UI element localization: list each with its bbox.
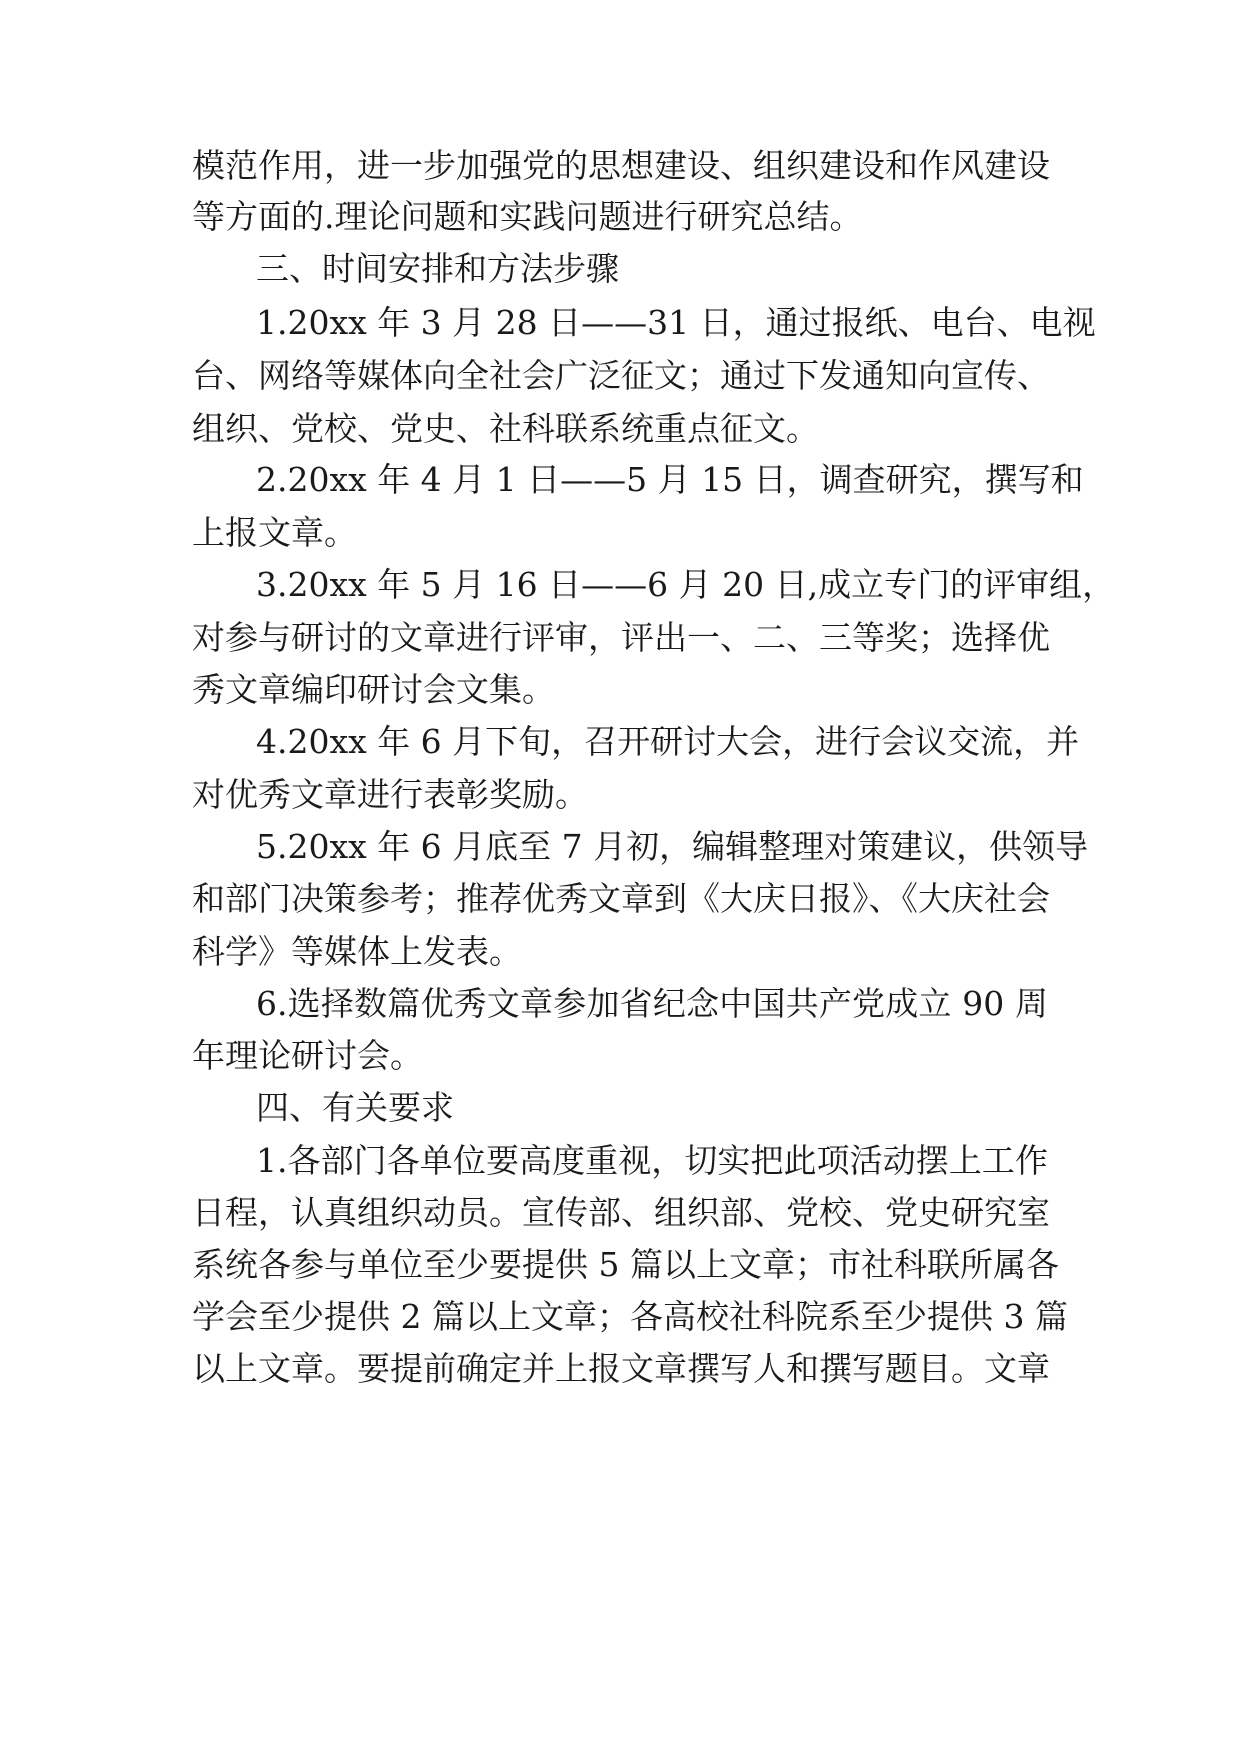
text-line: 台、网络等媒体向全社会广泛征文；通过下发通知向宣传、 (192, 356, 1050, 395)
text-line: 对优秀文章进行表彰奖励。 (192, 775, 588, 814)
list-item: 1.各部门各单位要高度重视，切实把此项活动摆上工作 (256, 1141, 1048, 1180)
text-line: 和部门决策参考；推荐优秀文章到《大庆日报》、《大庆社会 (192, 879, 1050, 918)
text-line: 等方面的.理论问题和实践问题进行研究总结。 (192, 197, 863, 236)
list-item: 6.选择数篇优秀文章参加省纪念中国共产党成立 90 周 (256, 984, 1048, 1023)
text-line: 以上文章。要提前确定并上报文章撰写人和撰写题目。文章 (192, 1349, 1050, 1388)
text-line: 组织、党校、党史、社科联系统重点征文。 (192, 409, 819, 448)
text-line: 日程，认真组织动员。宣传部、组织部、党校、党史研究室 (192, 1193, 1050, 1232)
text-line: 上报文章。 (192, 513, 357, 552)
list-item: 4.20xx 年 6 月下旬，召开研讨大会，进行会议交流，并 (256, 722, 1080, 761)
list-item: 5.20xx 年 6 月底至 7 月初，编辑整理对策建议，供领导 (256, 827, 1089, 866)
text-line: 对参与研讨的文章进行评审，评出一、二、三等奖；选择优 (192, 618, 1050, 657)
text-line: 系统各参与单位至少要提供 5 篇以上文章；市社科联所属各 (192, 1245, 1059, 1284)
list-item: 2.20xx 年 4 月 1 日——5 月 15 日，调查研究，撰写和 (256, 460, 1084, 499)
section-heading: 三、时间安排和方法步骤 (256, 249, 619, 288)
section-heading: 四、有关要求 (256, 1088, 454, 1127)
text-line: 年理论研讨会。 (192, 1036, 423, 1075)
list-item: 1.20xx 年 3 月 28 日——31 日，通过报纸、电台、电视 (256, 303, 1096, 342)
text-line: 秀文章编印研讨会文集。 (192, 670, 555, 709)
text-line: 模范作用，进一步加强党的思想建设、组织建设和作风建设 (192, 146, 1050, 185)
text-line: 学会至少提供 2 篇以上文章；各高校社科院系至少提供 3 篇 (192, 1297, 1068, 1336)
text-line: 科学》等媒体上发表。 (192, 932, 522, 971)
list-item: 3.20xx 年 5 月 16 日——6 月 20 日,成立专门的评审组， (256, 565, 1116, 604)
